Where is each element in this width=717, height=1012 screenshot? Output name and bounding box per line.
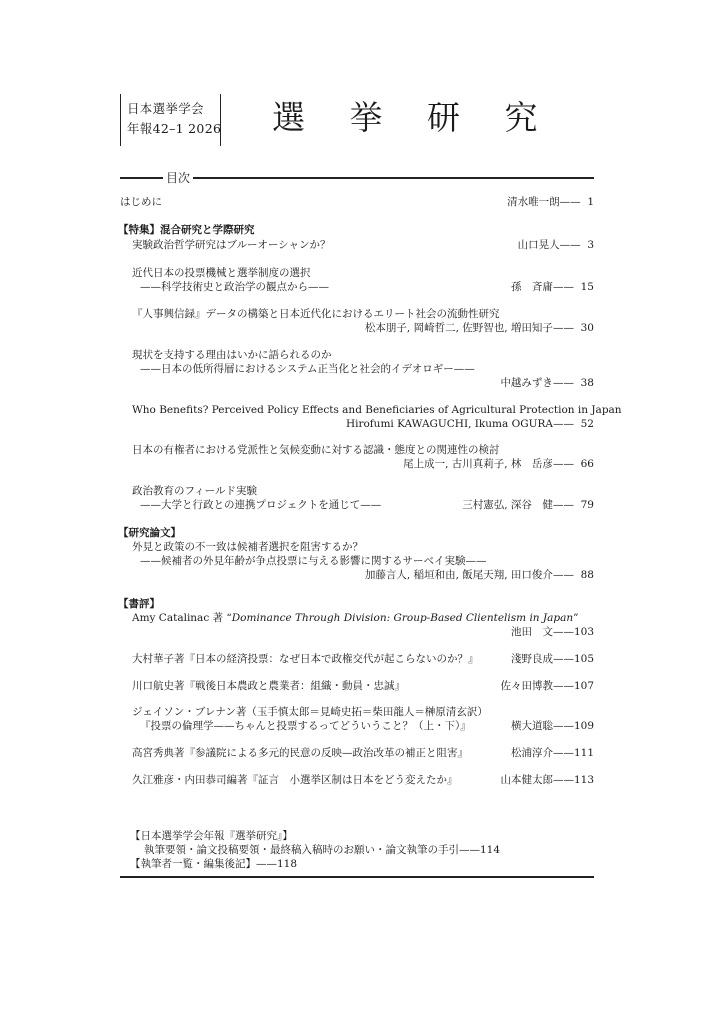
footer-heading: 【日本選挙学会年報『選挙研究』】 — [130, 830, 293, 842]
entry-author-page: 池田 文——103 — [510, 626, 594, 638]
entry-title[interactable]: Amy Catalinac 著 “Dominance Through Division: Group-Based Clientelism in Japan” — [132, 612, 579, 624]
footer-contributors[interactable]: 【執筆者一覧・編集後記】——118 — [130, 858, 298, 870]
society-name: 日本選挙学会 — [127, 101, 204, 116]
entry-title[interactable]: Who Benefits? Perceived Policy Effects and Beneficiaries of Agricultural Protection in Japan — [132, 404, 622, 416]
entry-title[interactable]: 近代日本の投票機械と選挙制度の選択 — [132, 267, 311, 279]
footer-rule — [120, 876, 594, 878]
section-heading-research: 【研究論文】 — [118, 527, 181, 539]
entry-author-page: 松本朋子, 岡崎哲二, 佐野智也, 増田知子—— 30 — [364, 322, 594, 334]
entry-title[interactable]: 政治教育のフィールド実験 — [132, 485, 257, 497]
entry-author-page: Hirofumi KAWAGUCHI, Ikuma OGURA—— 52 — [345, 418, 594, 430]
volume-info: 年報42–1 2026 — [127, 121, 222, 136]
entry-title[interactable]: 現状を支持する理由はいかに語られるのか — [132, 349, 332, 361]
toc-label: 目次 — [163, 171, 193, 185]
entry-title[interactable]: ジェイソン・ブレナン著（玉手慎太郎＝見崎史拓＝柴田龍人＝榊原清玄訳） — [132, 706, 488, 718]
journal-title: 選 挙 研 究 — [272, 98, 555, 137]
entry-subtitle: ——日本の低所得層におけるシステム正当化と社会的イデオロギー—— — [140, 363, 475, 375]
entry-author-page: 尾上成一, 古川真莉子, 林 岳彦—— 66 — [403, 458, 594, 470]
entry-title[interactable]: 外見と政策の不一致は候補者選択を阻害するか？ — [132, 541, 363, 553]
entry-author-page: 加藤言人, 稲垣和由, 飯尾天翔, 田口俊介—— 88 — [364, 569, 594, 581]
entry-title[interactable]: 『人事興信録』データの構築と日本近代化におけるエリート社会の流動性研究 — [132, 308, 500, 320]
entry-title: はじめに — [120, 196, 162, 208]
entry-author: 清水唯一朗 — [507, 196, 560, 208]
entry-title[interactable]: 日本の有権者における党派性と気候変動に対する認識・態度との関連性の検討 — [132, 444, 500, 456]
footer-guidelines[interactable]: 執筆要領・論文投稿要領・最終稿入稿時のお願い・論文執筆の手引——114 — [144, 844, 501, 856]
section-heading-special: 【特集】混合研究と学際研究 — [118, 224, 255, 236]
entry-page: 1 — [587, 196, 594, 208]
entry-author-page: 中越みずき—— 38 — [500, 377, 594, 389]
entry-subtitle: ——候補者の外見年齢が争点投票に与える影響に関するサーベイ実験—— — [140, 555, 487, 567]
section-heading-reviews: 【書評】 — [118, 598, 160, 610]
society-volume-box — [120, 94, 221, 146]
